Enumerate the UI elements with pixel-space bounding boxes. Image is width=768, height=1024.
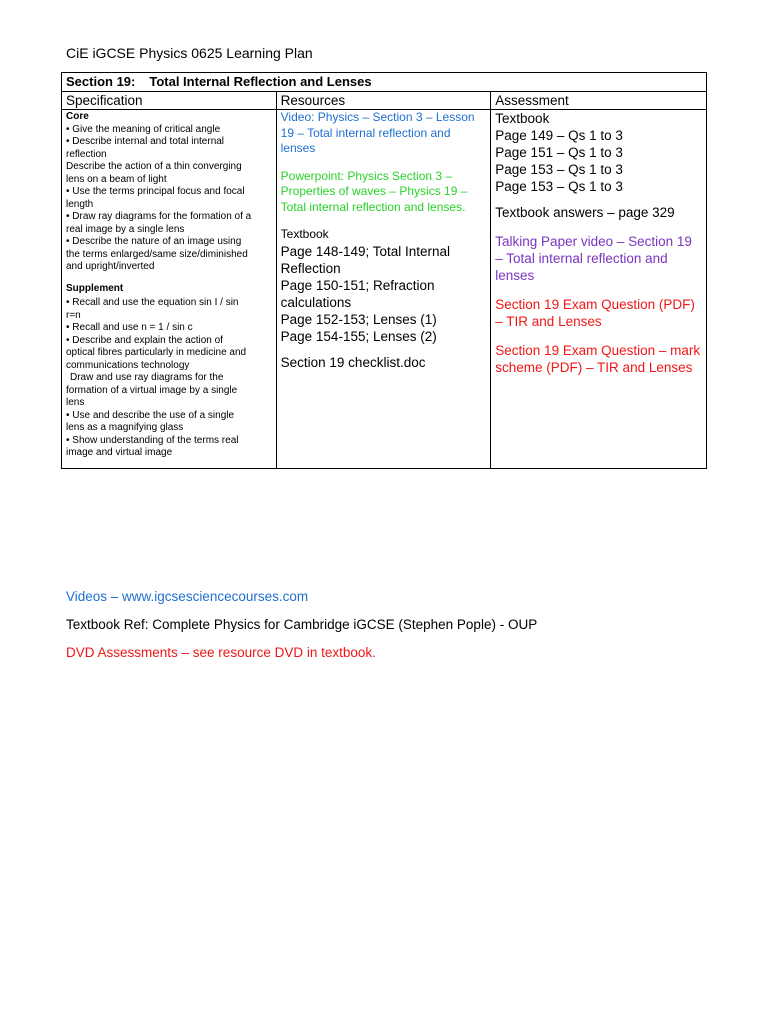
section-header <box>62 73 707 92</box>
core-item: • Draw ray diagrams for the formation of a <box>66 211 252 222</box>
content-row <box>62 110 707 469</box>
supplement-item: • Recall and use n = 1 / sin c <box>66 322 193 333</box>
supplement-item: • Describe and explain the action of <box>66 334 223 346</box>
textbook-answers: Textbook answers – page 329 <box>495 205 675 220</box>
core-item: the terms enlarged/same size/diminished <box>66 248 248 260</box>
textbook-page: Page 148-149; Total Internal Reflection <box>280 243 451 276</box>
assessment-textbook-label: Textbook <box>495 111 550 126</box>
supplement-item: formation of a virtual image by a single <box>66 384 238 396</box>
column-header-assessment: Assessment <box>491 92 707 110</box>
section-header-row <box>62 73 707 92</box>
supplement-item: • Recall and use the equation sin I / sin <box>66 297 239 308</box>
core-item: • Use the terms principal focus and focal <box>66 186 245 197</box>
textbook-page: Page 152-153; Lenses (1) <box>280 311 437 327</box>
textbook-question: Page 149 – Qs 1 to 3 <box>495 128 623 143</box>
specification-cell <box>62 110 277 469</box>
core-item: real image by a single lens <box>66 223 185 235</box>
supplement-item: lens as a magnifying glass <box>66 422 184 433</box>
exam-question-link[interactable]: Section 19 Exam Question (PDF) – TIR and Lenses <box>495 297 695 329</box>
textbook-question: Page 153 – Qs 1 to 3 <box>495 162 623 177</box>
core-item: Describe the action of a thin converging <box>66 161 242 172</box>
supplement-item: optical fibres particularly in medicine and <box>66 347 247 358</box>
textbook-label: Textbook <box>280 227 329 241</box>
column-header-resources: Resources <box>276 92 491 110</box>
textbook-page: Page 154-155; Lenses (2) <box>280 328 437 344</box>
dvd-assessments-note: DVD Assessments – see resource DVD in textbook. <box>66 645 376 660</box>
column-header-row <box>62 92 707 110</box>
powerpoint-resource-link[interactable]: Powerpoint: Physics Section 3 – Properties of waves – Physics 19 – Total internal reflection and lenses. <box>280 168 468 214</box>
core-item: lens on a beam of light <box>66 173 167 185</box>
mark-scheme-link[interactable]: Section 19 Exam Question – mark scheme (PDF) – TIR and Lenses <box>495 343 701 375</box>
column-header-specification: Specification <box>62 92 277 110</box>
textbook-page: Page 150-151; Refraction calculations <box>280 277 435 310</box>
supplement-item: r=n <box>66 309 81 321</box>
checklist-document-link[interactable]: Section 19 checklist.doc <box>280 354 426 370</box>
supplement-heading: Supplement <box>66 282 124 294</box>
core-item: and upright/inverted <box>66 261 155 272</box>
textbook-question: Page 151 – Qs 1 to 3 <box>495 145 623 160</box>
resources-cell <box>276 110 491 469</box>
talking-paper-video-link[interactable]: Talking Paper video – Section 19 – Total internal reflection and lenses <box>495 234 692 283</box>
supplement-item: lens <box>66 397 85 408</box>
core-item: • Describe internal and total internal <box>66 136 225 147</box>
document-title: CiE iGCSE Physics 0625 Learning Plan <box>66 45 313 61</box>
core-item: • Describe the nature of an image using <box>66 236 242 247</box>
core-item: • Give the meaning of critical angle <box>66 123 221 135</box>
assessment-cell <box>491 110 707 469</box>
textbook-question: Page 153 – Qs 1 to 3 <box>495 179 623 194</box>
supplement-item: image and virtual image <box>66 447 173 458</box>
supplement-item: • Show understanding of the terms real <box>66 434 239 446</box>
supplement-item: communications technology <box>66 359 190 371</box>
supplement-item: Draw and use ray diagrams for the <box>70 372 224 383</box>
supplement-item: • Use and describe the use of a single <box>66 409 235 421</box>
core-heading: Core <box>66 111 89 122</box>
core-item: length <box>66 198 94 210</box>
learning-plan-table <box>61 72 707 469</box>
section-title: Total Internal Reflection and Lenses <box>149 74 372 89</box>
core-item: reflection <box>66 148 107 160</box>
section-number: Section 19: <box>66 74 136 89</box>
videos-website-link[interactable]: Videos – www.igcsesciencecourses.com <box>66 589 309 604</box>
video-resource-link[interactable]: Video: Physics – Section 3 – Lesson 19 – Total internal reflection and lenses <box>280 110 475 155</box>
textbook-reference: Textbook Ref: Complete Physics for Cambridge iGCSE (Stephen Pople) - OUP <box>66 617 538 632</box>
